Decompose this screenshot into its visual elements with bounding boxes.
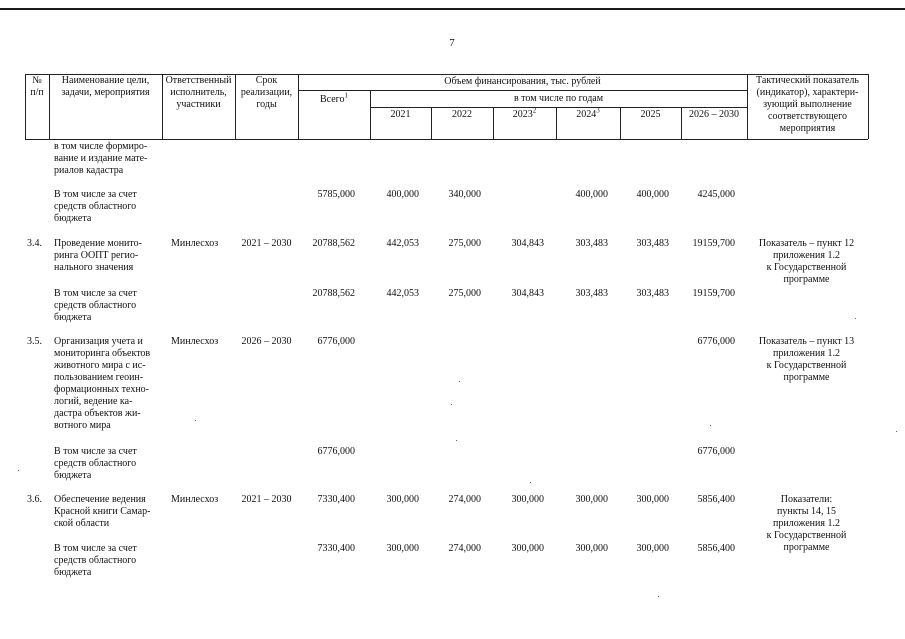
header-executor: Ответственный исполнитель, участники <box>165 75 232 110</box>
finance-subheader-line <box>298 90 747 91</box>
header-year-2021: 2021 <box>390 109 411 120</box>
row-name: В том числе за счет средств областного бюджета <box>54 189 137 224</box>
row-v2021: 442,053 <box>386 288 419 299</box>
row-number: 3.6. <box>27 494 42 505</box>
row-v2024: 303,483 <box>575 238 608 249</box>
scan-speck <box>18 470 19 471</box>
top-rule <box>0 8 905 10</box>
row-total: 6776,000 <box>317 336 355 347</box>
scan-speck <box>195 420 196 421</box>
row-indicator: Показатель – пункт 13 приложения 1.2 к Государственной программе <box>758 336 855 383</box>
row-v2021: 300,000 <box>386 494 419 505</box>
row-v2026: 5856,400 <box>697 543 735 554</box>
row-v2022: 275,000 <box>448 238 481 249</box>
scan-speck <box>658 596 659 597</box>
years-subheader-line <box>370 107 747 108</box>
row-v2021: 300,000 <box>386 543 419 554</box>
year-footnote: 2 <box>532 106 537 115</box>
scan-speck <box>456 440 457 441</box>
row-v2022: 340,000 <box>448 189 481 200</box>
row-v2026: 19159,700 <box>692 288 735 299</box>
row-term: 2026 – 2030 <box>241 336 292 347</box>
row-v2025: 303,483 <box>636 288 669 299</box>
header-col-divider <box>49 74 50 139</box>
row-v2026: 5856,400 <box>697 494 735 505</box>
row-total: 7330,400 <box>317 494 355 505</box>
row-v2023: 304,843 <box>511 238 544 249</box>
header-bottom-line <box>25 139 868 140</box>
row-v2023: 300,000 <box>511 494 544 505</box>
year-footnote: 3 <box>596 106 600 115</box>
row-name: Проведение монито- ринга ООПТ регио- нального значения <box>54 238 142 273</box>
scan-speck <box>855 318 856 319</box>
row-v2026: 4245,000 <box>697 189 735 200</box>
header-year-2023: 2023$^2$ <box>512 106 537 120</box>
row-v2022: 274,000 <box>448 494 481 505</box>
row-name: В том числе за счет средств областного бюджета <box>54 288 137 323</box>
row-total: 5785,000 <box>317 189 355 200</box>
row-total: 20788,562 <box>312 238 355 249</box>
row-v2023: 300,000 <box>511 543 544 554</box>
scan-speck <box>530 482 531 483</box>
header-col-divider <box>747 74 748 139</box>
scan-speck <box>896 431 897 432</box>
row-number: 3.4. <box>27 238 42 249</box>
scan-speck <box>451 404 452 405</box>
row-v2021: 442,053 <box>386 238 419 249</box>
row-name: В том числе за счет средств областного бюджета <box>54 543 137 578</box>
row-indicator: Показатель – пункт 12 приложения 1.2 к Государственной программе <box>758 238 855 285</box>
header-year-2024: 2024$^3$ <box>576 106 600 120</box>
header-total-footnote: 1 <box>344 91 349 100</box>
row-executor: Минлесхоз <box>171 238 219 249</box>
row-v2022: 275,000 <box>448 288 481 299</box>
row-v2026: 6776,000 <box>697 446 735 457</box>
row-executor: Минлесхоз <box>171 336 219 347</box>
row-v2024: 300,000 <box>575 494 608 505</box>
row-term: 2021 – 2030 <box>241 238 292 249</box>
row-v2024: 400,000 <box>575 189 608 200</box>
row-number: 3.5. <box>27 336 42 347</box>
row-v2025: 400,000 <box>636 189 669 200</box>
row-total: 7330,400 <box>317 543 355 554</box>
row-name: Обеспечение ведения Красной книги Самар- ской области <box>54 494 151 529</box>
row-v2023: 304,843 <box>511 288 544 299</box>
header-total: Всего$^1$ <box>319 91 349 105</box>
header-finance: Объем финансирования, тыс. рублей <box>444 76 601 87</box>
header-indicator: Тактический показатель (индикатор), характери- зующий выполнение соответствующего мероприятия <box>756 75 859 134</box>
row-v2022: 274,000 <box>448 543 481 554</box>
row-term: 2021 – 2030 <box>241 494 292 505</box>
row-v2024: 300,000 <box>575 543 608 554</box>
row-v2024: 303,483 <box>575 288 608 299</box>
header-year-2025: 2025 <box>640 109 661 120</box>
row-v2025: 300,000 <box>636 494 669 505</box>
row-total: 20788,562 <box>312 288 355 299</box>
row-name: В том числе за счет средств областного бюджета <box>54 446 137 481</box>
row-v2025: 303,483 <box>636 238 669 249</box>
header-name: Наименование цели, задачи, мероприятия <box>61 75 150 98</box>
scan-speck <box>459 381 460 382</box>
row-v2026: 19159,700 <box>692 238 735 249</box>
header-term: Срок реализации, годы <box>240 75 293 110</box>
row-executor: Минлесхоз <box>171 494 219 505</box>
header-col-divider <box>868 74 869 139</box>
row-name: в том числе формиро- вание и издание мате- риалов кадастра <box>54 141 148 176</box>
row-total: 6776,000 <box>317 446 355 457</box>
page-number: 7 <box>449 37 455 49</box>
row-indicator: Показатели: пункты 14, 15 приложения 1.2 к Государственной программе <box>766 494 847 553</box>
header-by-years: в том числе по годам <box>513 93 604 104</box>
row-v2021: 400,000 <box>386 189 419 200</box>
row-v2025: 300,000 <box>636 543 669 554</box>
row-v2026: 6776,000 <box>697 336 735 347</box>
scan-speck <box>710 425 711 426</box>
header-num: № п/п <box>30 75 44 98</box>
header-year-20262030: 2026 – 2030 <box>689 109 739 120</box>
row-name: Организация учета и мониторинга объектов животного мира с ис- пользованием геоин- формационных техно- логий, ведение ка- дастра объектов жи- вотного мира <box>54 336 151 431</box>
header-year-2022: 2022 <box>452 109 472 120</box>
